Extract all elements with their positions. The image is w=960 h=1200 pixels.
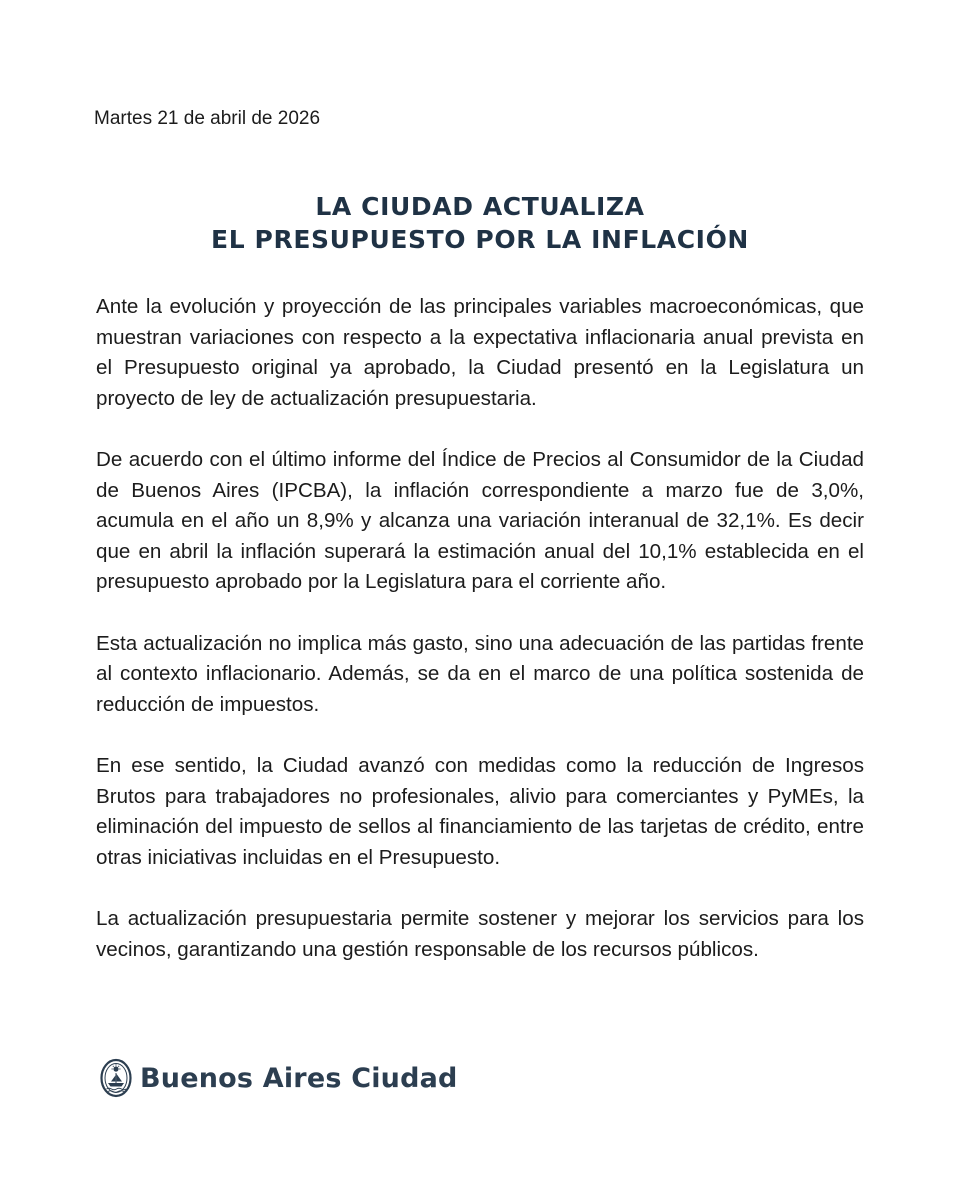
press-release-date: Martes 21 de abril de 2026 xyxy=(94,108,321,129)
title-line-1: LA CIUDAD ACTUALIZA xyxy=(315,192,645,221)
logo-text: Buenos Aires Ciudad xyxy=(140,1062,458,1094)
press-release-title xyxy=(0,190,960,256)
paragraph-2: De acuerdo con el último informe del Índice de Precios al Consumidor de la Ciudad de Buenos Aires (IPCBA), la inflación correspondiente a marzo fue de 3,0%, acumula en el año un 8,9% y alcanza una variación interanual de 32,1%. Es decir que en abril la inflación superará la estimación anual del 10,1% establecida en el presupuesto aprobado por la Legislatura para el corriente año. xyxy=(96,448,864,593)
paragraph-3: Esta actualización no implica más gasto, sino una adecuación de las partidas frente al contexto inflacionario. Además, se da en el marco de una política sostenida de reducción de impuestos. xyxy=(96,631,864,716)
title-line-2: EL PRESUPUESTO POR LA INFLACIÓN xyxy=(211,225,749,254)
paragraph-4: En ese sentido, la Ciudad avanzó con medidas como la reducción de Ingresos Brutos para trabajadores no profesionales, alivio para comerciantes y PyMEs, la eliminación del impuesto de sellos al financiamiento de las tarjetas de crédito, entre otras iniciativas incluidas en el Presupuesto. xyxy=(96,754,864,869)
paragraph-1: Ante la evolución y proyección de las principales variables macroeconómicas, que muestran variaciones con respecto a la expectativa inflacionaria anual prevista en el Presupuesto original ya aprobado, la Ciudad presentó en la Legislatura un proyecto de ley de actualización presupuestaria. xyxy=(96,295,864,410)
press-release-body xyxy=(96,292,864,996)
paragraph-5: La actualización presupuestaria permite sostener y mejorar los servicios para los vecinos, garantizando una gestión responsable de los recursos públicos. xyxy=(96,907,864,961)
buenos-aires-ciudad-logo xyxy=(100,1058,458,1098)
city-seal-icon xyxy=(100,1058,132,1098)
